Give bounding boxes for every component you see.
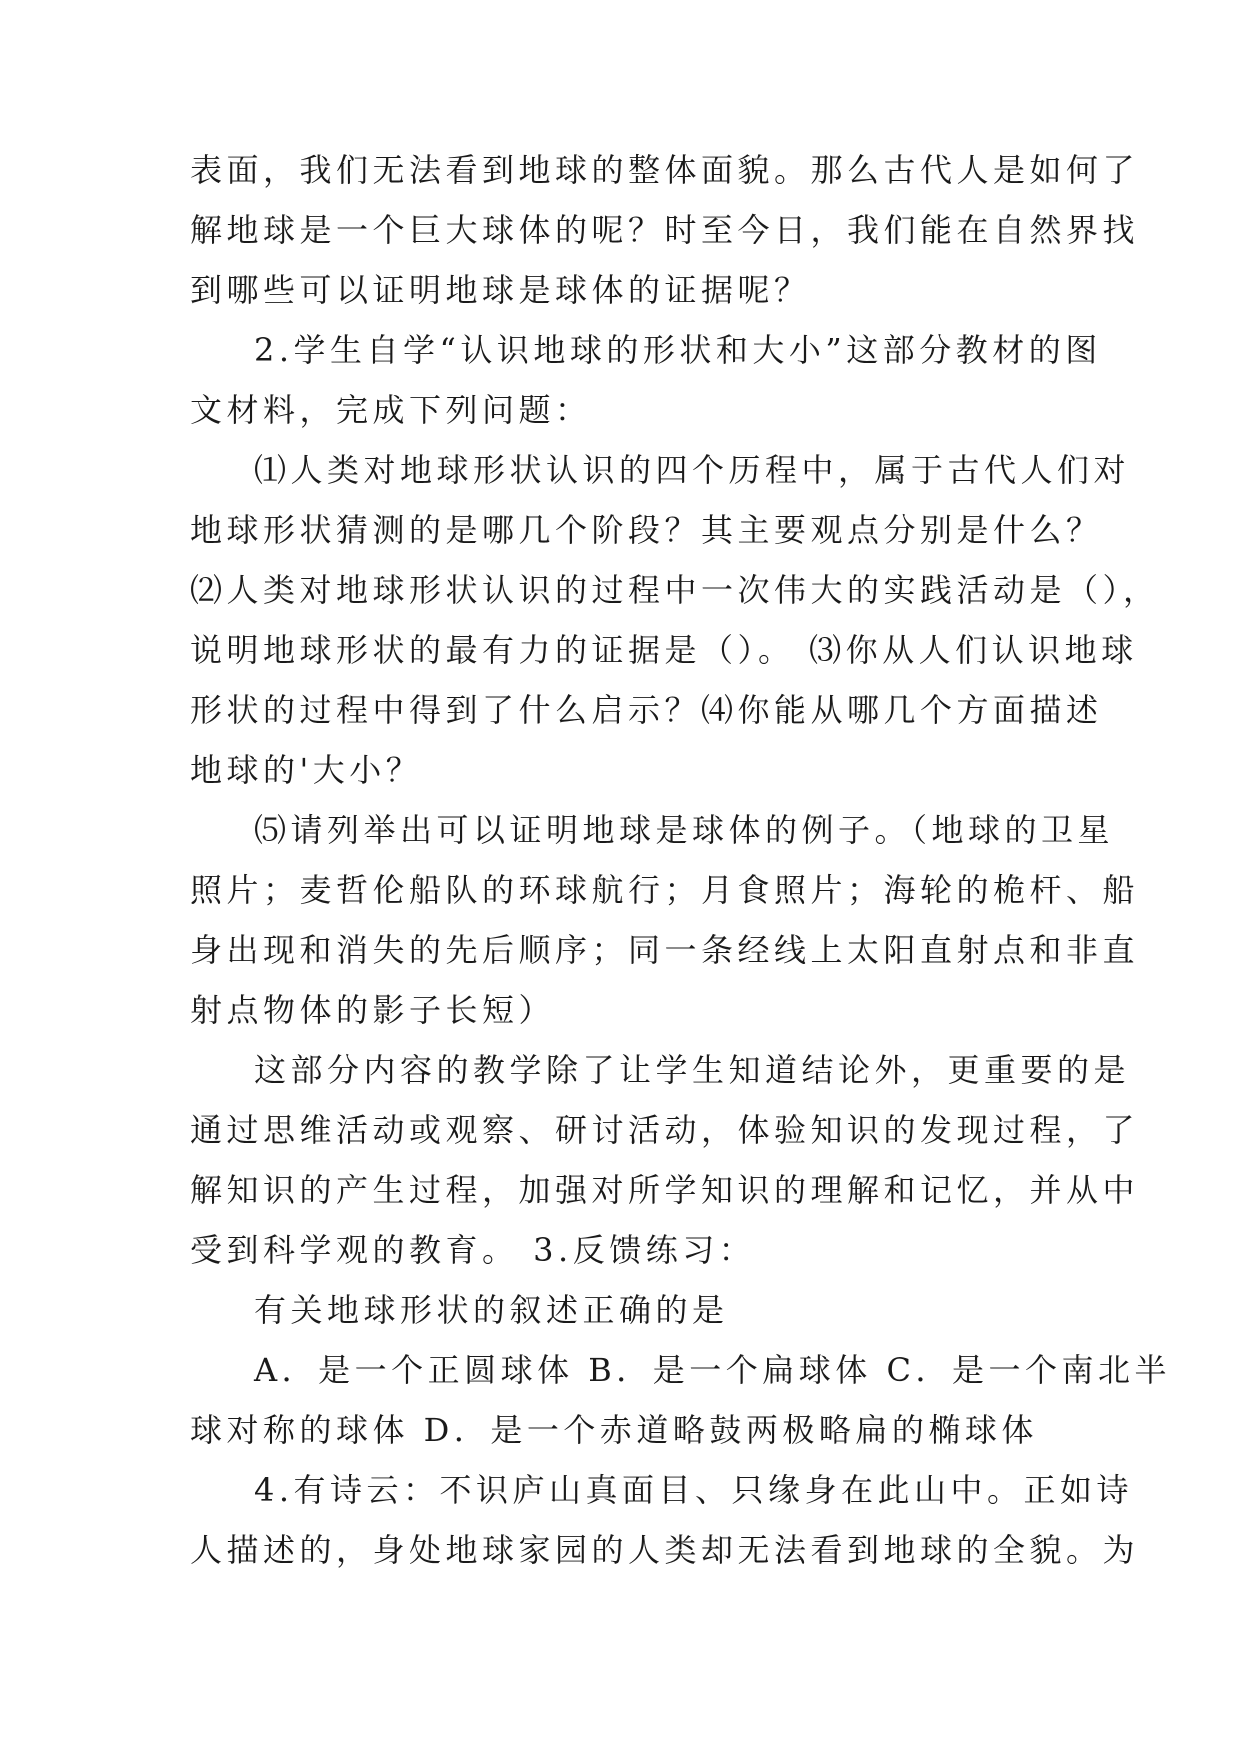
text-line: 到哪些可以证明地球是球体的证据呢？ <box>190 271 811 309</box>
text-line: 2.学生自学“认识地球的形状和大小”这部分教材的图 <box>254 331 1102 369</box>
text-line: 身出现和消失的先后顺序；同一条经线上太阳直射点和非直 <box>190 931 1140 969</box>
text-line: 地球形状猜测的是哪几个阶段？其主要观点分别是什么？ <box>190 511 1103 549</box>
text-line: 地球的'大小？ <box>190 751 423 789</box>
text-line: ⑵人类对地球形状认识的过程中一次伟大的实践活动是（）， <box>190 571 1160 609</box>
text-line: 通过思维活动或观察、研讨活动，体验知识的发现过程，了 <box>190 1111 1140 1149</box>
text-line: 4.有诗云：不识庐山真面目、只缘身在此山中。正如诗 <box>254 1471 1134 1509</box>
text-line: 这部分内容的教学除了让学生知道结论外，更重要的是 <box>254 1051 1131 1089</box>
text-line: 文材料，完成下列问题： <box>190 391 592 429</box>
text-line: 说明地球形状的最有力的证据是（）。 ⑶你从人们认识地球 <box>190 631 1138 669</box>
text-line: 解地球是一个巨大球体的呢？时至今日，我们能在自然界找 <box>190 211 1140 249</box>
text-line: A．是一个正圆球体 B．是一个扁球体 C．是一个南北半 <box>254 1351 1171 1389</box>
text-line: 有关地球形状的叙述正确的是 <box>254 1291 729 1329</box>
text-line: 表面，我们无法看到地球的整体面貌。那么古代人是如何了 <box>190 151 1140 189</box>
text-line: 球对称的球体 D．是一个赤道略鼓两极略扁的椭球体 <box>190 1411 1038 1449</box>
text-line: 受到科学观的教育。 3.反馈练习： <box>190 1231 756 1269</box>
text-line: 形状的过程中得到了什么启示？⑷你能从哪几个方面描述 <box>190 691 1103 729</box>
text-line: 解知识的产生过程，加强对所学知识的理解和记忆，并从中 <box>190 1171 1140 1209</box>
text-line: 射点物体的影子长短） <box>190 991 556 1029</box>
text-line: ⑸请列举出可以证明地球是球体的例子。（地球的卫星 <box>254 811 1115 849</box>
text-line: 照片；麦哲伦船队的环球航行；月食照片；海轮的桅杆、船 <box>190 871 1140 909</box>
text-line: ⑴人类对地球形状认识的四个历程中，属于古代人们对 <box>254 451 1131 489</box>
text-line: 人描述的，身处地球家园的人类却无法看到地球的全貌。为 <box>190 1531 1140 1569</box>
